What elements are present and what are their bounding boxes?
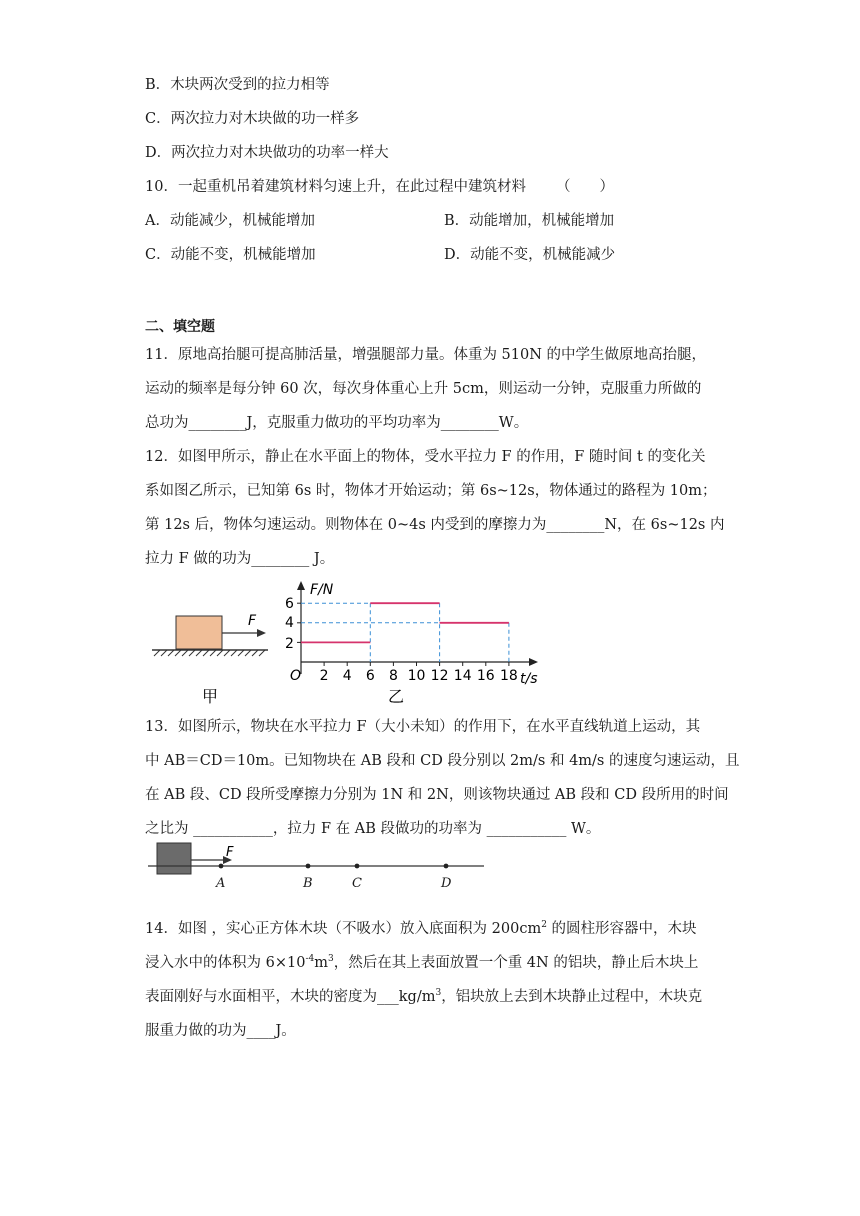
force-arrow-head [257,629,266,637]
point-d-dot [444,864,449,869]
point-b-dot [306,864,311,869]
q11-line-1: 11．原地高抬腿可提高肺活量，增强腿部力量。体重为 510N 的中学生做原地高抬腿， [145,347,707,363]
q14-text: 的圆柱形容器中，木块 [546,921,697,937]
q10-answer-paren: （ ） [555,179,614,195]
caption-jia: 甲 [202,687,219,706]
q10-option-c: C．动能不变，机械能增加 [145,247,316,263]
block [157,843,191,874]
q9-option-c: C．两次拉力对木块做的功一样多 [145,111,360,127]
point-b-label: B [303,876,313,891]
x-tick-label: 4 [342,668,352,684]
x-tick-label: 10 [407,668,426,684]
q14-sup: 3 [327,954,334,964]
q13-line-4: 之比为 ___________，拉力 F 在 AB 段做功的功率为 ___________ W。 [145,821,601,837]
point-a-dot [219,864,224,869]
q14-line-1 [145,917,697,938]
q13-line-1: 13．如图所示，物块在水平拉力 F（大小未知）的作用下，在水平直线轨道上运动，其 [145,719,701,735]
q14-line-2 [145,951,698,972]
x-tick-label: 18 [499,668,518,684]
q12-line-2: 系如图乙所示，已知第 6s 时，物体才开始运动；第 6s~12s，物体通过的路程为 10m； [145,483,717,499]
x-tick-label: 12 [430,668,449,684]
q13-line-2: 中 AB＝CD＝10m。已知物块在 AB 段和 CD 段分别以 2m/s 和 4m/s 的速度匀速运动，且 [145,753,740,769]
q11-line-3: 总功为________J，克服重力做功的平均功率为________W。 [145,415,529,431]
q14-sup: -4 [305,954,315,964]
x-tick-label: 2 [319,668,329,684]
force-label: F [248,613,257,629]
y-tick-label: 6 [285,596,294,612]
point-c-label: C [352,876,362,891]
block [176,616,222,649]
q12-line-3: 第 12s 后，物体匀速运动。则物体在 0~4s 内受到的摩擦力为________N，在 6s~12s 内 [145,517,725,533]
point-c-dot [355,864,360,869]
q10-option-d: D．动能不变，机械能减少 [444,247,616,263]
y-tick-label: 2 [285,636,294,652]
force-label: F [226,845,234,860]
point-labels [140,876,500,896]
q14-text: 表面刚好与水面相平，木块的密度为___kg/m [145,989,436,1005]
q10-option-a: A．动能减少，机械能增加 [145,213,315,229]
caption-yi: 乙 [388,687,405,706]
q10-option-b: B．动能增加，机械能增加 [444,213,615,229]
x-axis-label: t/s [520,671,538,687]
q14-text: ，然后在其上表面放置一个重 4N 的铝块，静止后木块上 [333,955,699,971]
q14-text: 14．如图 ，实心正方体木块（不吸水）放入底面积为 200cm [145,921,542,937]
x-axis-arrow [529,658,538,666]
y-tick-label: 4 [285,615,294,631]
q9-option-b: B．木块两次受到的拉力相等 [145,77,330,93]
q14-line-3 [145,985,702,1006]
section-title: 二、填空题 [145,319,215,335]
block-diagram [152,613,268,706]
q14-sup: 2 [541,920,547,930]
q12-line-4: 拉力 F 做的功为________ J。 [145,551,335,567]
q12-line-1: 12．如图甲所示，静止在水平面上的物体，受水平拉力 F 的作用，F 随时间 t 的变化关 [145,449,706,465]
x-tick-label: 14 [453,668,472,684]
q14-sup: 3 [435,988,442,998]
q9-option-d: D．两次拉力对木块做功的功率一样大 [145,145,389,161]
q12-figure [140,578,560,708]
q14-text: ，铝块放上去到木块静止过程中，木块克 [441,989,703,1005]
q14-text: 浸入水中的体积为 6×10 [145,955,306,971]
q10-stem [145,175,614,196]
q13-line-3: 在 AB 段、CD 段所受摩擦力分别为 1N 和 2N，则该物块通过 AB 段和 CD 段所用的时间 [145,787,729,803]
ground-hatch [154,650,265,656]
q14-line-4: 服重力做的功为____J。 [145,1023,296,1039]
q11-line-2: 运动的频率是每分钟 60 次，每次身体重心上升 5cm，则运动一分钟，克服重力所做的 [145,381,702,397]
origin-label: O [290,668,302,684]
y-axis-arrow [297,581,305,590]
point-a-label: A [216,876,226,891]
x-tick-label: 16 [476,668,495,684]
point-d-label: D [441,876,452,891]
x-tick-label: 6 [365,668,375,684]
q14-text: m [314,955,328,971]
q10-stem-text: 10．一起重机吊着建筑材料匀速上升，在此过程中建筑材料 [145,179,526,195]
x-tick-label: 8 [388,668,398,684]
force-time-chart [285,581,538,706]
y-axis-label: F/N [310,582,334,598]
